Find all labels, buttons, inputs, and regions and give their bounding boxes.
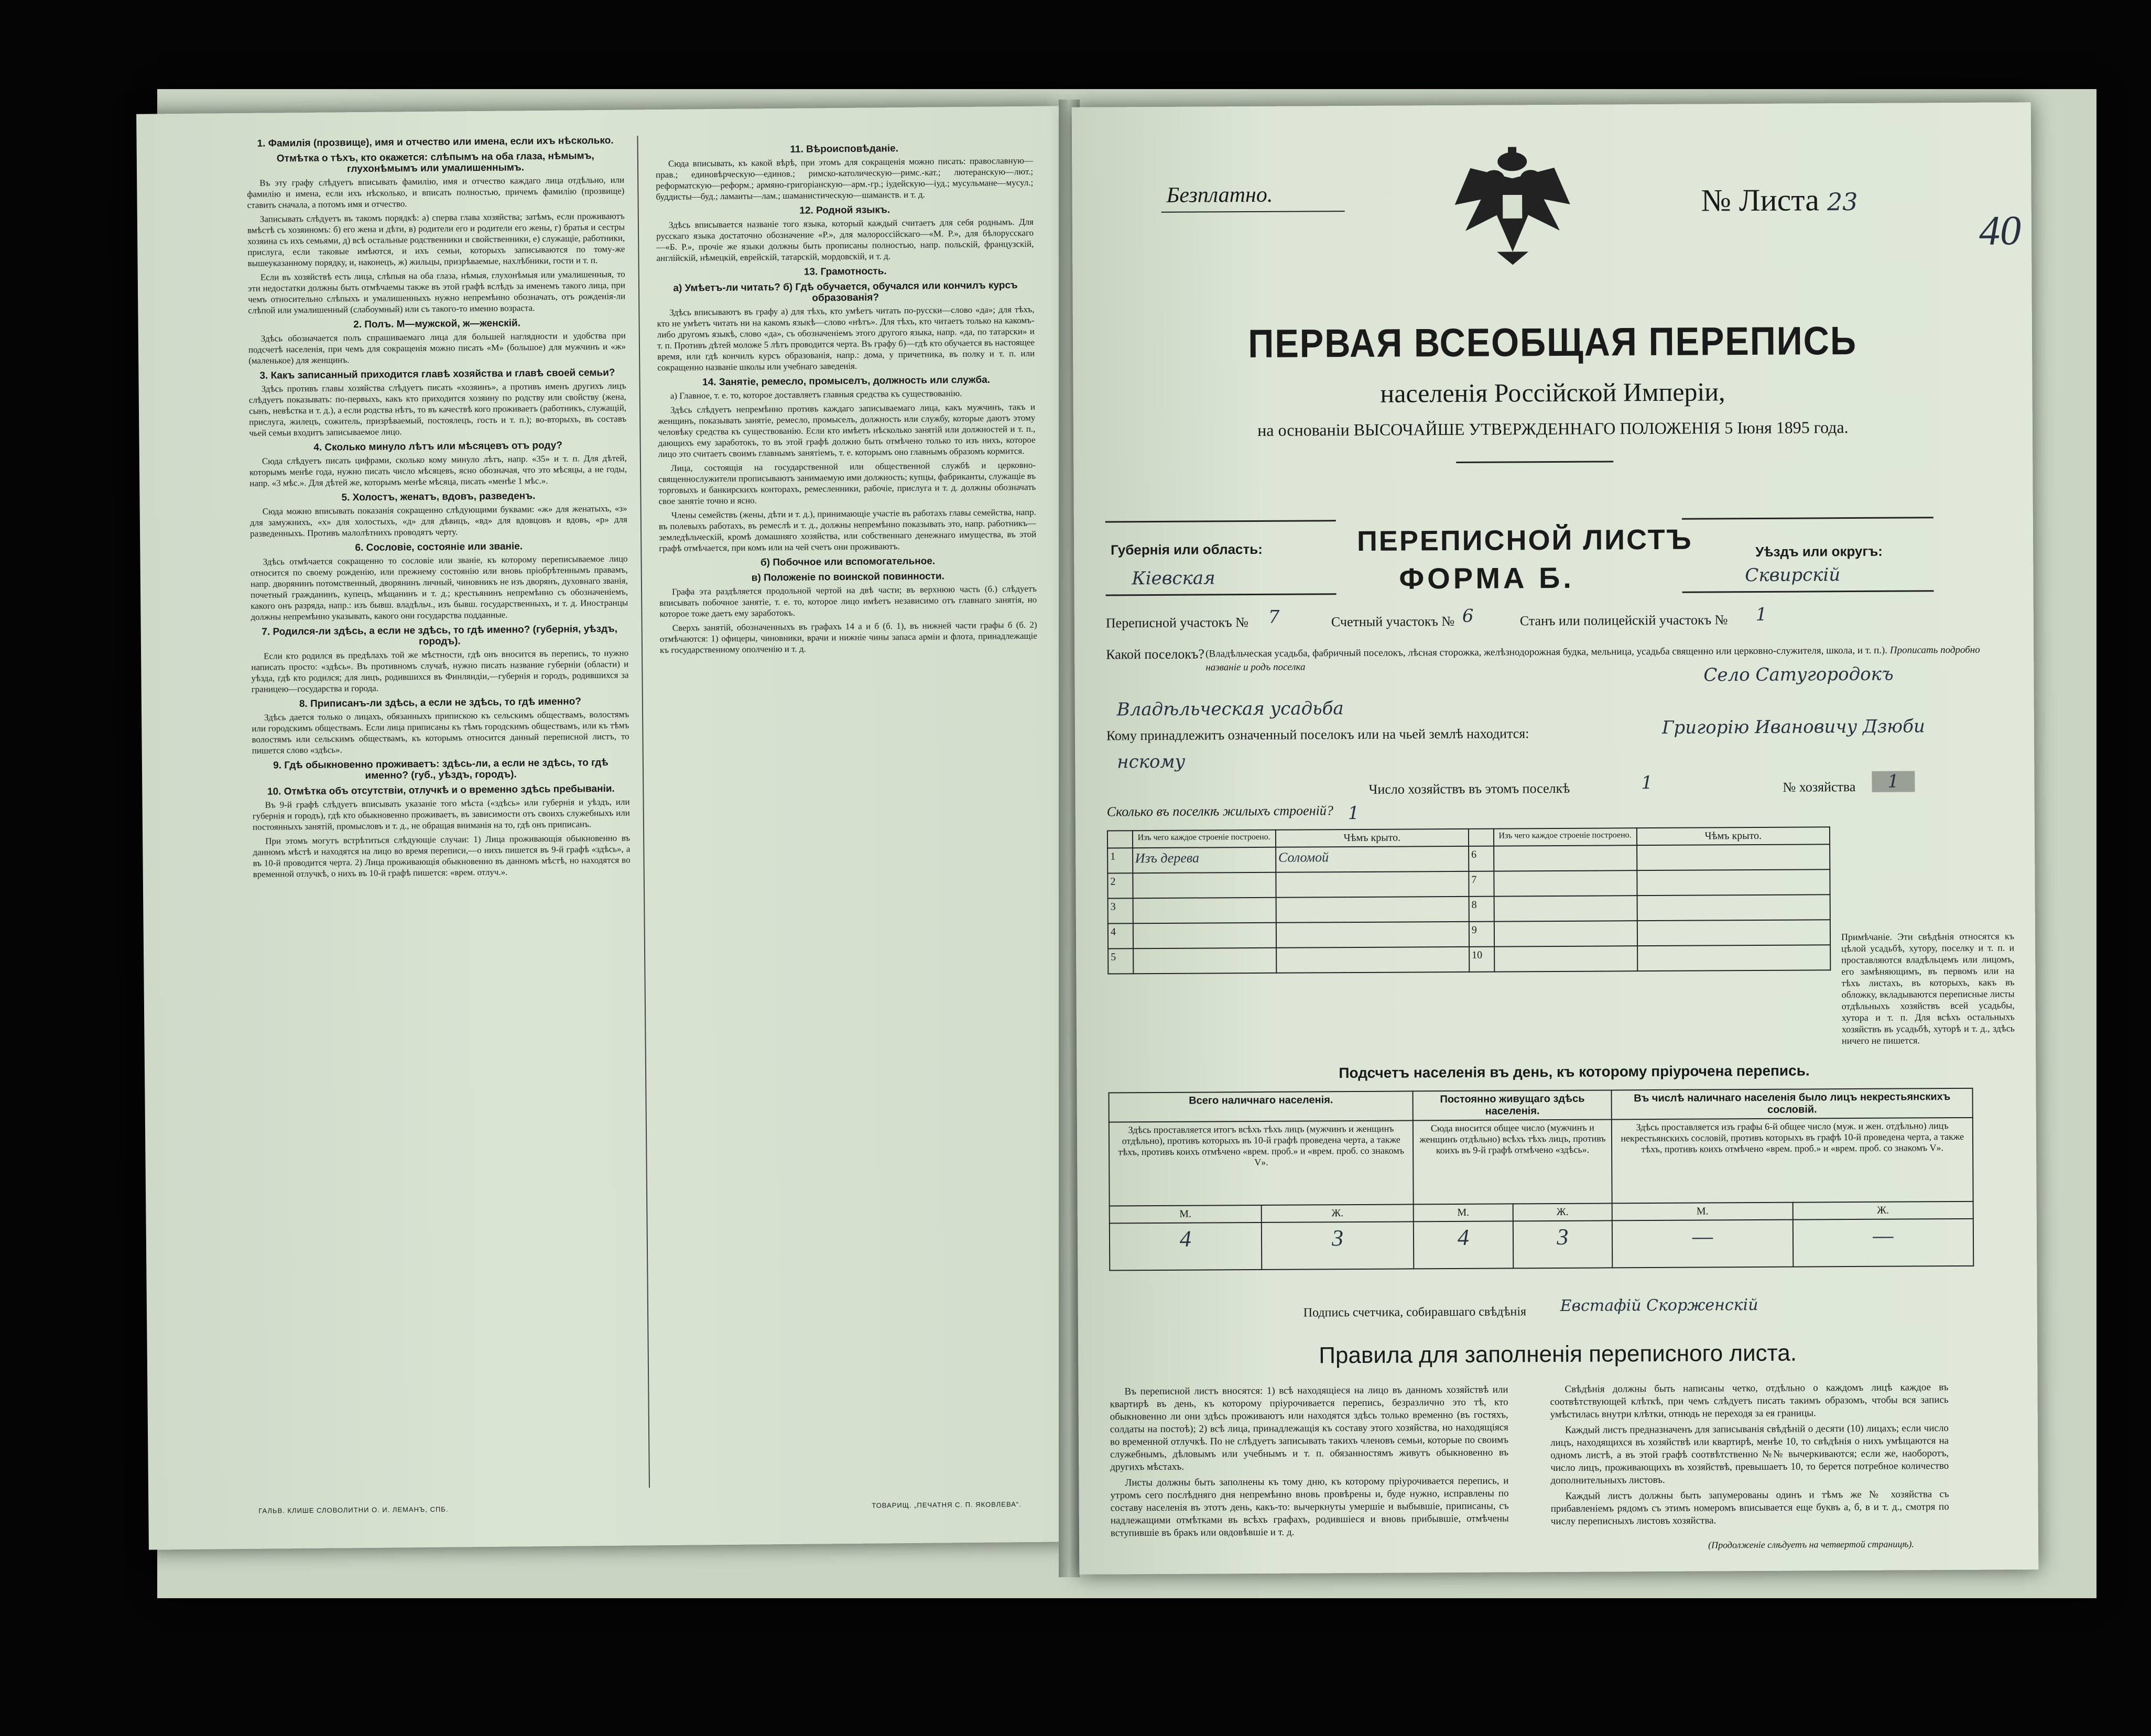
bld-header-roof-1: Чѣмъ крыто. <box>1276 829 1469 847</box>
poselok-hint-instruction: Прописать подробно названіе и родъ поселка <box>1205 644 1980 673</box>
rules-left-column <box>1110 1383 1509 1543</box>
left-page <box>136 106 1071 1549</box>
material-cell <box>1133 872 1276 898</box>
material-cell <box>1133 898 1276 923</box>
poselok-hint-text: (Владѣльческая усадьба, фабричный поселокъ, лѣсная сторожка, желѣзнодорожная будка, мельница, усадьба священно или церковно-служителя, школа, и т. п.). <box>1205 645 1888 660</box>
paragraph: Сюда можно вписывать показанія сокращенно слѣдующими буквами: «ж» для женатыхъ, «з» для замужнихъ, «х» для холостыхъ, «д» для дѣвицъ, «вд» для вдовцовъ и вдовъ, «р» для разведенныхъ. Противъ малолѣтнихъ проводятъ черту. <box>249 503 627 539</box>
sheet-number-label <box>1701 182 1857 219</box>
roof-cell-2 <box>1637 894 1830 921</box>
schet-value: 6 <box>1462 605 1474 627</box>
roof-cell <box>1276 897 1469 923</box>
bld-header-roof-2: Чѣмъ крыто. <box>1637 827 1830 845</box>
census-subtitle: населенія Россійской Имперіи, <box>1380 377 1725 408</box>
row-number-2: 7 <box>1469 871 1494 897</box>
building-row <box>1107 844 1830 873</box>
margin-handwritten-mark: 40 <box>1979 208 2022 254</box>
sex-header-cell: М. <box>1110 1205 1262 1224</box>
section-heading: в) Положеніе по воинской повинности. <box>751 571 945 584</box>
stan-label: Станъ или полицейскій участокъ № <box>1519 612 1728 629</box>
footer-left-print: ГАЛЬВ. КЛИШЕ СЛОВОЛИТНИ О. И. ЛЕМАНЪ, СПБ. <box>258 1505 449 1515</box>
paragraph: Сюда слѣдуетъ писать цифрами, сколько кому минуло лѣтъ, напр. «35» и т. п. Для дѣтей, которымъ менѣе года, нужно писать число мѣсяцевъ, ясно обозначая, что это мѣсяцы, а не годы, напр. «3 мѣс.». Для дѣтей же, которымъ менѣе мѣсяца, писать «менѣе 1 мѣс.». <box>249 453 627 488</box>
material-cell-2 <box>1494 870 1637 896</box>
rule-paragraph: Въ переписной листъ вносятся: 1) всѣ находящіеся на лицо въ данномъ хозяйствѣ или квартирѣ въ день, къ которому пріурочивается перепись, безразлично это тѣ, кто обыкновенно ли они здѣсь проживаютъ или находятся здѣсь только временно (въ гостяхъ, солдаты на постоѣ); 2) всѣ лица, принадлежащія къ составу этого хозяйства, но находящіяся во временной отлучкѣ. По не слѣдуетъ записывать такихъ членовъ семьи, которые по своимъ служебнымъ, дѣловымъ или учебнымъ и т. п. обязанностямъ живутъ обыкновенно въ другихъ мѣстахъ. <box>1110 1384 1509 1473</box>
section-heading: 6. Сословіе, состояніе или званіе. <box>355 541 523 554</box>
section-heading: 8. Приписанъ-ли здѣсь, а если не здѣсь, то гдѣ именно? <box>299 696 581 710</box>
count-title: Подсчетъ населенія въ день, къ которому пріурочена перепись. <box>1339 1062 1810 1082</box>
paragraph: Лица, состоящія на государственной или общественной службѣ и церковно-священнослужители прописываютъ занимаемую ими должность; купцы, фабриканты, служащіе въ торговыхъ и банкирскихъ конторахъ, ремесленники, рабочіе, прислуга и т. д. должны обозначать свое занятіе точно и ясно. <box>658 460 1036 507</box>
rule-paragraph: Свѣдѣнія должны быть написаны четко, отдѣльно о каждомъ лицѣ каждое въ соотвѣтствующей клѣткѣ, при чемъ слѣдуетъ писать такимъ образомъ, чтобы вся запись умѣстилась внутри клѣтки, отнюдь не переходя за ея границы. <box>1550 1382 1949 1421</box>
paragraph: Здѣсь обозначается полъ спрашиваемаго лица для большей наглядности и удобства при подсчетѣ населенія, при чемъ для сокращенія можно писать «М» (большое) для мужчинъ и «ж» (маленькое) для женщинъ. <box>248 330 626 366</box>
continue-note: (Продолженіе слѣдуетъ на четвертой страницѣ). <box>1708 1538 1914 1551</box>
gubernia-value: Кіевская <box>1132 567 1215 589</box>
paragraph: Сюда вписывать, къ какой вѣрѣ, при этомъ для сокращенія можно писать: православную—прав.; единовѣрческую—единов.; римско-католическую—римс.-кат.; лютеранскую—лют.; реформатскую—реформ.; армяно-григоріанскую—арм.-гр.; іудейскую—іуд.; мусульмане—мусул.; буддисты—буд.; ламаиты—лам.; шаманистическую—шаманств. и т. д. <box>656 155 1034 202</box>
uezd-rule <box>1682 517 1933 520</box>
count-header-total: Всего наличнаго населенія. <box>1109 1091 1414 1122</box>
building-row <box>1108 920 1830 948</box>
schet-label: Счетный участокъ № <box>1331 613 1455 630</box>
paragraph: Графа эта раздѣляется продольной чертой на двѣ части; въ верхнюю часть (б.) слѣдуетъ вписывать побочное занятіе, т. е. то, которое лицо имѣетъ независимо отъ главнаго занятія, но которое тоже даетъ ему заработокъ. <box>659 583 1037 619</box>
rule-paragraph: Каждый листъ предназначенъ для записыванія свѣдѣній о десяти (10) лицахъ; если число лицъ, находящихся въ хозяйствѣ или квартирѣ, менѣе 10, то свѣдѣнія о нихъ умѣщаются на одномъ листѣ, а въ этой графѣ соотвѣтственно №№ вычеркиваются; если же, наоборотъ, число лицъ, проживающихъ въ хозяйствѣ, превышаетъ 10, то берется потребное количество дополнительныхъ листовъ. <box>1550 1423 1949 1487</box>
khoz-value: 1 <box>1641 772 1653 794</box>
khoz-no-label: № хозяйства <box>1783 779 1856 795</box>
bld-header-material-2: Изъ чего каждое строеніе построено. <box>1493 828 1636 846</box>
paragraph: Если въ хозяйствѣ есть лица, слѣпыя на оба глаза, нѣмыя, глухонѣмыя или умалишенныя, то эти недостатки должны быть отмѣчаемы также въ этой графѣ вслѣдъ за именемъ такого лица, при чемъ относительно слѣпыхъ и умалишенныхъ нужно непремѣнно обозначать, отъ рожденія-ли слѣпой или умалишенный (слабоумный) или съ такого-то именно возраста. <box>247 269 626 315</box>
left-column-2 <box>656 138 1038 659</box>
material-cell <box>1133 948 1276 974</box>
count-value-cell: — <box>1612 1220 1793 1268</box>
title-rule <box>1456 461 1613 463</box>
building-row <box>1108 894 1830 923</box>
komu-value-1: Григорію Ивановичу Дзюби <box>1661 716 1925 738</box>
row-number-2: 9 <box>1469 922 1494 947</box>
paragraph: Сверхъ занятій, обозначенныхъ въ графахъ 14 а и б (б. 1), въ нижней части графы б (б. 2) отмѣчаются: 1) офицеры, чиновники, врачи и нижніе чины запаса арміи и флота, принадлежащіе къ государственному ополченію и т. д. <box>659 619 1037 656</box>
census-decree-line: на основаніи ВЫСОЧАЙШЕ УТВЕРЖДЕННАГО ПОЛОЖЕНІЯ 5 Іюня 1895 года. <box>1257 418 1849 440</box>
rule-paragraph: Листы должны быть заполнены къ тому дню, къ которому пріурочивается перепись, и утромъ сего послѣдняго дня непремѣнно вновь провѣрены и, буде нужно, исправлены по составу населенія въ этотъ день, какъ-то: вычеркнуты умершіе и выбывшіе, приписаны, съ надлежащими отмѣтками въ всѣхъ графахъ, родившіеся и вновь прибывшіе, отмѣчены вступившіе въ бракъ или овдовѣвшіе и т. д. <box>1110 1475 1509 1539</box>
row-number: 5 <box>1108 948 1133 974</box>
sex-header-cell: Ж. <box>1792 1202 1973 1220</box>
signature-label: Подпись счетчика, собиравшаго свѣдѣнія <box>1303 1305 1527 1320</box>
count-value-cell: 3 <box>1513 1220 1612 1268</box>
row-number: 4 <box>1108 923 1133 948</box>
perepis-value: 7 <box>1268 606 1280 628</box>
left-column-1 <box>246 131 630 883</box>
roof-cell-2 <box>1637 844 1830 870</box>
count-values-row <box>1110 1219 1973 1271</box>
row-number-2: 8 <box>1469 897 1494 922</box>
section-heading: Отмѣтка о тѣхъ, кто окажется: слѣпымъ на оба глаза, нѣмымъ, глухонѣмымъ или умалишеннымъ. <box>276 150 594 175</box>
material-cell: Изъ дерева <box>1133 847 1276 873</box>
count-desc-permanent: Сюда вносится общее число (мужчинъ и женщинъ отдѣльно) всѣхъ тѣхъ лицъ, противъ коихъ въ 9-й графѣ отмѣчено «здѣсь». <box>1413 1119 1612 1204</box>
stan-value: 1 <box>1755 604 1767 625</box>
khoz-no-value: 1 <box>1872 771 1915 792</box>
paragraph: Здѣсь противъ главы хозяйства слѣдуетъ писать «хозяинъ», а противъ именъ другихъ лицъ слѣдуетъ показывать: по-первыхъ, какъ кто приходится хозяину по родству или свойству (жена, сынъ, невѣстка и т. д.), а если родства нѣтъ, то въ качествѣ кого проживаетъ (работникъ, служащій, прислуга, жилецъ, сожитель, призрѣваемый, постоялецъ, гость и т. п.); во-вторыхъ, въ составъ чьей семьи входитъ записываемое лицо. <box>248 380 627 438</box>
paragraph: Здѣсь дается только о лицахъ, обязанныхъ припискою къ сельскимъ обществамъ, волостямъ или городскимъ обществамъ. Если лица приписаны къ тѣмъ городскимъ обществамъ, или къ тѣмъ волостямъ или сельскимъ обществамъ, къ которымъ относится данный переписной листъ, то пишется слово «здѣсь». <box>252 709 629 756</box>
komu-value-2: нскому <box>1117 751 1186 773</box>
section-heading: 5. Холостъ, женатъ, вдовъ, разведенъ. <box>341 490 536 504</box>
poselok-label: Какой поселокъ? <box>1106 646 1205 662</box>
list-form: ФОРМА Б. <box>1399 561 1574 595</box>
free-underline <box>1161 211 1345 213</box>
paragraph: Въ 9-й графѣ слѣдуетъ вписывать указаніе того мѣста («здѣсь» или губернія и уѣздъ, или губернія и городъ), гдѣ кто обыкновенно проживаетъ, въ зависимости отъ своихъ служебныхъ или постоянныхъ занятій, промысловъ и т. д., не обращая вниманія на то, гдѣ онъ приписанъ. <box>252 796 630 832</box>
sheet-number-text: № Листа <box>1701 182 1820 218</box>
column-divider <box>637 136 650 1488</box>
gubernia-label: Губернія или область: <box>1111 541 1263 558</box>
section-heading: 10. Отмѣтка объ отсутствіи, отлучкѣ и о временно здѣсь пребываніи. <box>267 783 615 798</box>
row-number-2: 6 <box>1469 846 1494 871</box>
section-heading: а) Умѣетъ-ли читать? б) Гдѣ обучается, обучался или кончилъ курсъ образованія? <box>673 280 1018 304</box>
poselok-value-2: Владѣльческая усадьба <box>1116 698 1344 720</box>
stroeniy-label: Сколько въ поселкѣ жилыхъ строеній? <box>1106 803 1333 820</box>
free-label: Безплатно. <box>1166 182 1273 208</box>
stroeniy-value: 1 <box>1348 802 1360 824</box>
count-header-permanent: Постоянно живущаго здѣсь населенія. <box>1413 1090 1612 1120</box>
population-count-table <box>1109 1088 1974 1271</box>
paragraph: а) Главное, т. е. то, которое доставляетъ главныя средства къ существованію. <box>670 388 962 401</box>
material-cell-2 <box>1494 921 1637 946</box>
section-heading: 9. Гдѣ обыкновенно проживаетъ: здѣсь-ли, а если не здѣсь, то гдѣ именно? (губ., уѣздъ, городъ). <box>273 757 609 781</box>
census-title: ПЕРВАЯ ВСЕОБЩАЯ ПЕРЕПИСЬ <box>1248 318 1857 367</box>
uezd-value: Сквирскій <box>1745 564 1841 586</box>
material-cell-2 <box>1494 845 1637 871</box>
count-value-cell: 3 <box>1261 1221 1414 1270</box>
paragraph: Здѣсь отмѣчается сокращенно то сословіе или званіе, къ которому переписываемое лицо относится по своему рожденію, или прежнему состоянію или вновь пріобрѣтеннымъ правамъ, напр. дворянинъ потомственный, дворянинъ личный, чиновникъ не изъ дворянъ, духовнаго званія, почетный гражданинъ, купецъ, мѣщанинъ и т. д.; крестьянинъ непремѣнно съ обозначеніемъ, какого онъ разряда, напр.: изъ бывш. владѣльч., изъ бывш. государственныхъ, и т. д. Иностранцы должны непремѣнно указывать, какого они государства подданные. <box>250 553 628 622</box>
section-heading: б) Побочное или вспомогательное. <box>760 555 936 569</box>
roof-cell-2 <box>1637 869 1830 896</box>
rules-title: Правила для заполненія переписного листа. <box>1319 1340 1797 1369</box>
section-heading: 4. Сколько минуло лѣтъ или мѣсяцевъ отъ роду? <box>313 440 563 453</box>
count-header-nonpeasant: Въ числѣ наличнаго населенія было лицъ некрестьянскихъ сословій. <box>1612 1088 1973 1120</box>
row-number: 2 <box>1107 873 1133 898</box>
roof-cell <box>1276 922 1469 948</box>
section-heading: 11. Вѣроисповѣданіе. <box>790 143 899 155</box>
buildings-note: Примѣчаніе. Эти свѣдѣнія относятся къ цѣлой усадьбѣ, хутору, поселку и т. п. и проставляются владѣльцемъ или лицомъ, его замѣняющимъ, въ первомъ или на тѣхъ листахъ, въ которыхъ, какъ въ обложку, вкладываются переписные листы отдѣльныхъ хозяйствъ всей усадьбы, хутора и т. п. Для всѣхъ остальныхъ хозяйствъ въ усадьбѣ, хуторѣ и т. д., здѣсь ничего не пишется. <box>1841 931 2015 1046</box>
paragraph: Здѣсь вписываютъ въ графу а) для тѣхъ, кто умѣетъ читать по-русски—слово «да»; для тѣхъ, кто не умѣетъ читать ни на какомъ языкѣ—слово «нѣтъ». Для тѣхъ, кто читаетъ только на какомъ-либо другомъ языкѣ, слово «да», съ обозначеніемъ этого другого языка, напр. «да, по татарски» и т. п. Противъ дѣтей моложе 5 лѣтъ проводится черта. Въ графу б)—гдѣ кто обучается въ настоящее время, или гдѣ кончилъ курсъ образованія, напр.: дома, у причетника, въ полку и т. п. или сокращенно названіе школы или учебнаго заведенія. <box>657 304 1035 373</box>
count-value-cell: 4 <box>1110 1222 1262 1271</box>
sheet-number-value: 23 <box>1827 187 1858 216</box>
roof-cell: Соломой <box>1276 846 1469 872</box>
section-heading: 13. Грамотность. <box>803 266 887 278</box>
paragraph: Члены семействъ (жены, дѣти и т. д.), принимающіе участіе въ работахъ главы семейства, напр. въ полевыхъ работахъ, въ ремеслѣ и т. д., должны непремѣнно показывать это, напр. работникъ—земледѣльческій, кромѣ домашняго хозяйства, или собственнаго денежнаго имущества, въ этой графѣ отмѣчается, при комъ или на чей счетъ они проживаютъ. <box>658 507 1037 554</box>
list-title: ПЕРЕПИСНОЙ ЛИСТЪ <box>1356 523 1693 557</box>
rule-paragraph: Каждый листъ должны быть запумерованы одинъ и тѣмъ же № хозяйства съ прибавленіемъ рядомъ съ этимъ номеромъ вписывается еще буквъ а, б, в и т. д., смотря по числу переписныхъ листовъ хозяйства. <box>1550 1489 1949 1527</box>
gubernia-rule <box>1105 520 1336 522</box>
material-cell-2 <box>1494 946 1637 971</box>
paragraph: Здѣсь вписывается названіе того языка, который каждый считаетъ для себя роднымъ. Для русскаго языка достаточно обозначение «Р.», для малороссійскаго—«М. Р.», для бѣлорусскаго—«Б. Р.», прочіе же языки должны быть прописаны полностью, напр. польскій, французскій, англійскій, нѣмецкій, еврейскій, татарскій, мордовскій, и т. д. <box>656 216 1034 264</box>
material-cell <box>1133 923 1276 948</box>
rules-right-column <box>1550 1381 1949 1531</box>
poselok-value-1: Село Сатугородокъ <box>1703 663 1894 686</box>
building-row <box>1108 945 1830 974</box>
building-row <box>1107 869 1830 898</box>
section-heading: 1. Фамилія (прозвище), имя и отчество или имена, если ихъ нѣсколько. <box>257 135 614 149</box>
roof-cell <box>1276 871 1469 898</box>
row-number: 3 <box>1108 898 1133 923</box>
material-cell-2 <box>1494 896 1637 921</box>
roof-cell-2 <box>1637 945 1831 971</box>
section-heading: 2. Полъ. М—мужской, ж—женскій. <box>353 318 521 331</box>
uezd-label: Уѣздъ или округъ: <box>1755 543 1883 560</box>
paragraph: Здѣсь слѣдуетъ непремѣнно противъ каждаго записываемаго лица, какъ мужчинъ, такъ и женщинъ, показывать занятіе, ремесло, промыселъ, должность или службу, которые даютъ этому человѣку средства къ существованію. Если кто имѣетъ нѣсколько занятій или должностей и т. п., дающихъ ему заработокъ, то въ этой графѣ должно быть отмѣчено только то изъ нихъ, которое лицо это считаетъ своимъ главнымъ занятіемъ, т. е. которымъ оно главнымъ образомъ кормится. <box>658 401 1036 460</box>
paragraph: Записывать слѣдуетъ въ такомъ порядкѣ: а) сперва глава хозяйства; затѣмъ, если проживаютъ вмѣстѣ съ хозяиномъ: б) его жена и дѣти, в) родители его и родители его жены, г) братья и сестры хозяина съ ихъ семьями, д) всѣ остальные родственники и свойственники, е) служащіе, работники, прислуга, если таковые имѣются, и ихъ семьи, которыхъ записываются по тому-же вышеуказанному порядку, и, наконецъ, ж) жильцы, призрѣваемые, нахлѣбники, гости и т. п. <box>247 211 625 268</box>
signature-value: Евстафій Скорженскій <box>1560 1295 1758 1315</box>
gubernia-bottom-rule <box>1106 593 1337 596</box>
footer-right-print: ТОВАРИЩ. „ПЕЧАТНЯ С. П. ЯКОВЛЕВА“. <box>872 1500 1022 1510</box>
buildings-table-body <box>1107 844 1830 974</box>
sex-header-cell: М. <box>1612 1203 1792 1221</box>
count-value-cell: 4 <box>1414 1221 1513 1269</box>
row-number-2: 10 <box>1469 947 1494 972</box>
komu-label: Кому принадлежитъ означенный поселокъ или на чьей землѣ находится: <box>1106 726 1529 744</box>
count-value-cell: — <box>1793 1219 1974 1267</box>
right-page <box>1072 102 2039 1575</box>
paragraph: При этомъ могутъ встрѣтиться слѣдующіе случаи: 1) Лица проживающія обыкновенно въ данномъ мѣстѣ и находятся на лицо во время переписи,—о нихъ пишется въ 9-й графѣ «здѣсь», а въ 10-й проводится черта. 2) Лица проживающія обыкновенно въ данномъ мѣстѣ, но находятся во временной отлучкѣ, о нихъ въ 10-й графѣ пишется: «врем. отлуч.». <box>253 833 631 879</box>
paragraph: Въ эту графу слѣдуетъ вписывать фамилію, имя и отчество каждаго лица отдѣльно, или фамилію и имена, если ихъ нѣсколько, и вписать полностью, причемъ фамилію (прозвище) ставить сначала, а потомъ имя и отчество. <box>247 174 625 210</box>
buildings-table <box>1107 826 1831 974</box>
khoz-label: Число хозяйствъ въ этомъ поселкѣ <box>1368 780 1570 797</box>
bld-header-material-1: Изъ чего каждое строеніе построено. <box>1132 830 1275 848</box>
roof-cell-2 <box>1637 920 1831 946</box>
section-heading: 12. Родной языкъ. <box>799 204 890 216</box>
count-desc-total: Здѣсь проставляется итогъ всѣхъ тѣхъ лицъ (мужчинъ и женщинъ отдѣльно), противъ которыхъ въ 10-й графѣ проведена черта, а также тѣхъ, противъ коихъ отмѣчено «врем. проб.» и «врем. проб. со знакомъ V». <box>1109 1120 1414 1206</box>
uezd-bottom-rule <box>1682 590 1934 593</box>
paragraph: Если кто родился въ предѣлахъ той же мѣстности, гдѣ онъ вносится въ перепись, то нужно написать просто: «здѣсь». Въ противномъ случаѣ, нужно писать название губерніи (области) и уѣзда, гдѣ кто родился; для лицъ, родившихся въ Финляндіи,—губернія и городъ, родившихся за границею—государства и города. <box>251 648 629 694</box>
section-heading: 7. Родился-ли здѣсь, а если не здѣсь, то гдѣ именно? (губернія, уѣздъ, городъ). <box>262 623 618 648</box>
section-heading: 3. Какъ записанный приходится главѣ хозяйства и главѣ своей семьи? <box>259 367 615 381</box>
row-number: 1 <box>1107 848 1133 873</box>
sex-header-cell: М. <box>1414 1204 1513 1221</box>
sex-header-cell: Ж. <box>1513 1203 1612 1221</box>
perepis-label: Переписной участокъ № <box>1105 615 1249 631</box>
imperial-eagle-emblem <box>1449 147 1576 268</box>
sex-header-cell: Ж. <box>1261 1204 1414 1222</box>
roof-cell <box>1276 947 1469 973</box>
section-heading: 14. Занятіе, ремесло, промыселъ, должность или служба. <box>702 374 991 388</box>
count-desc-nonpeasant: Здѣсь проставляется изъ графы 6-й общее число (муж. и жен. отдѣльно) лицъ некрестьянскихъ сословій, противъ которыхъ въ графѣ 10-й проведена черта, а также тѣхъ, противъ коихъ отмѣчено «врем. проб.» и «врем. проб. со знакомъ V». <box>1612 1118 1973 1204</box>
